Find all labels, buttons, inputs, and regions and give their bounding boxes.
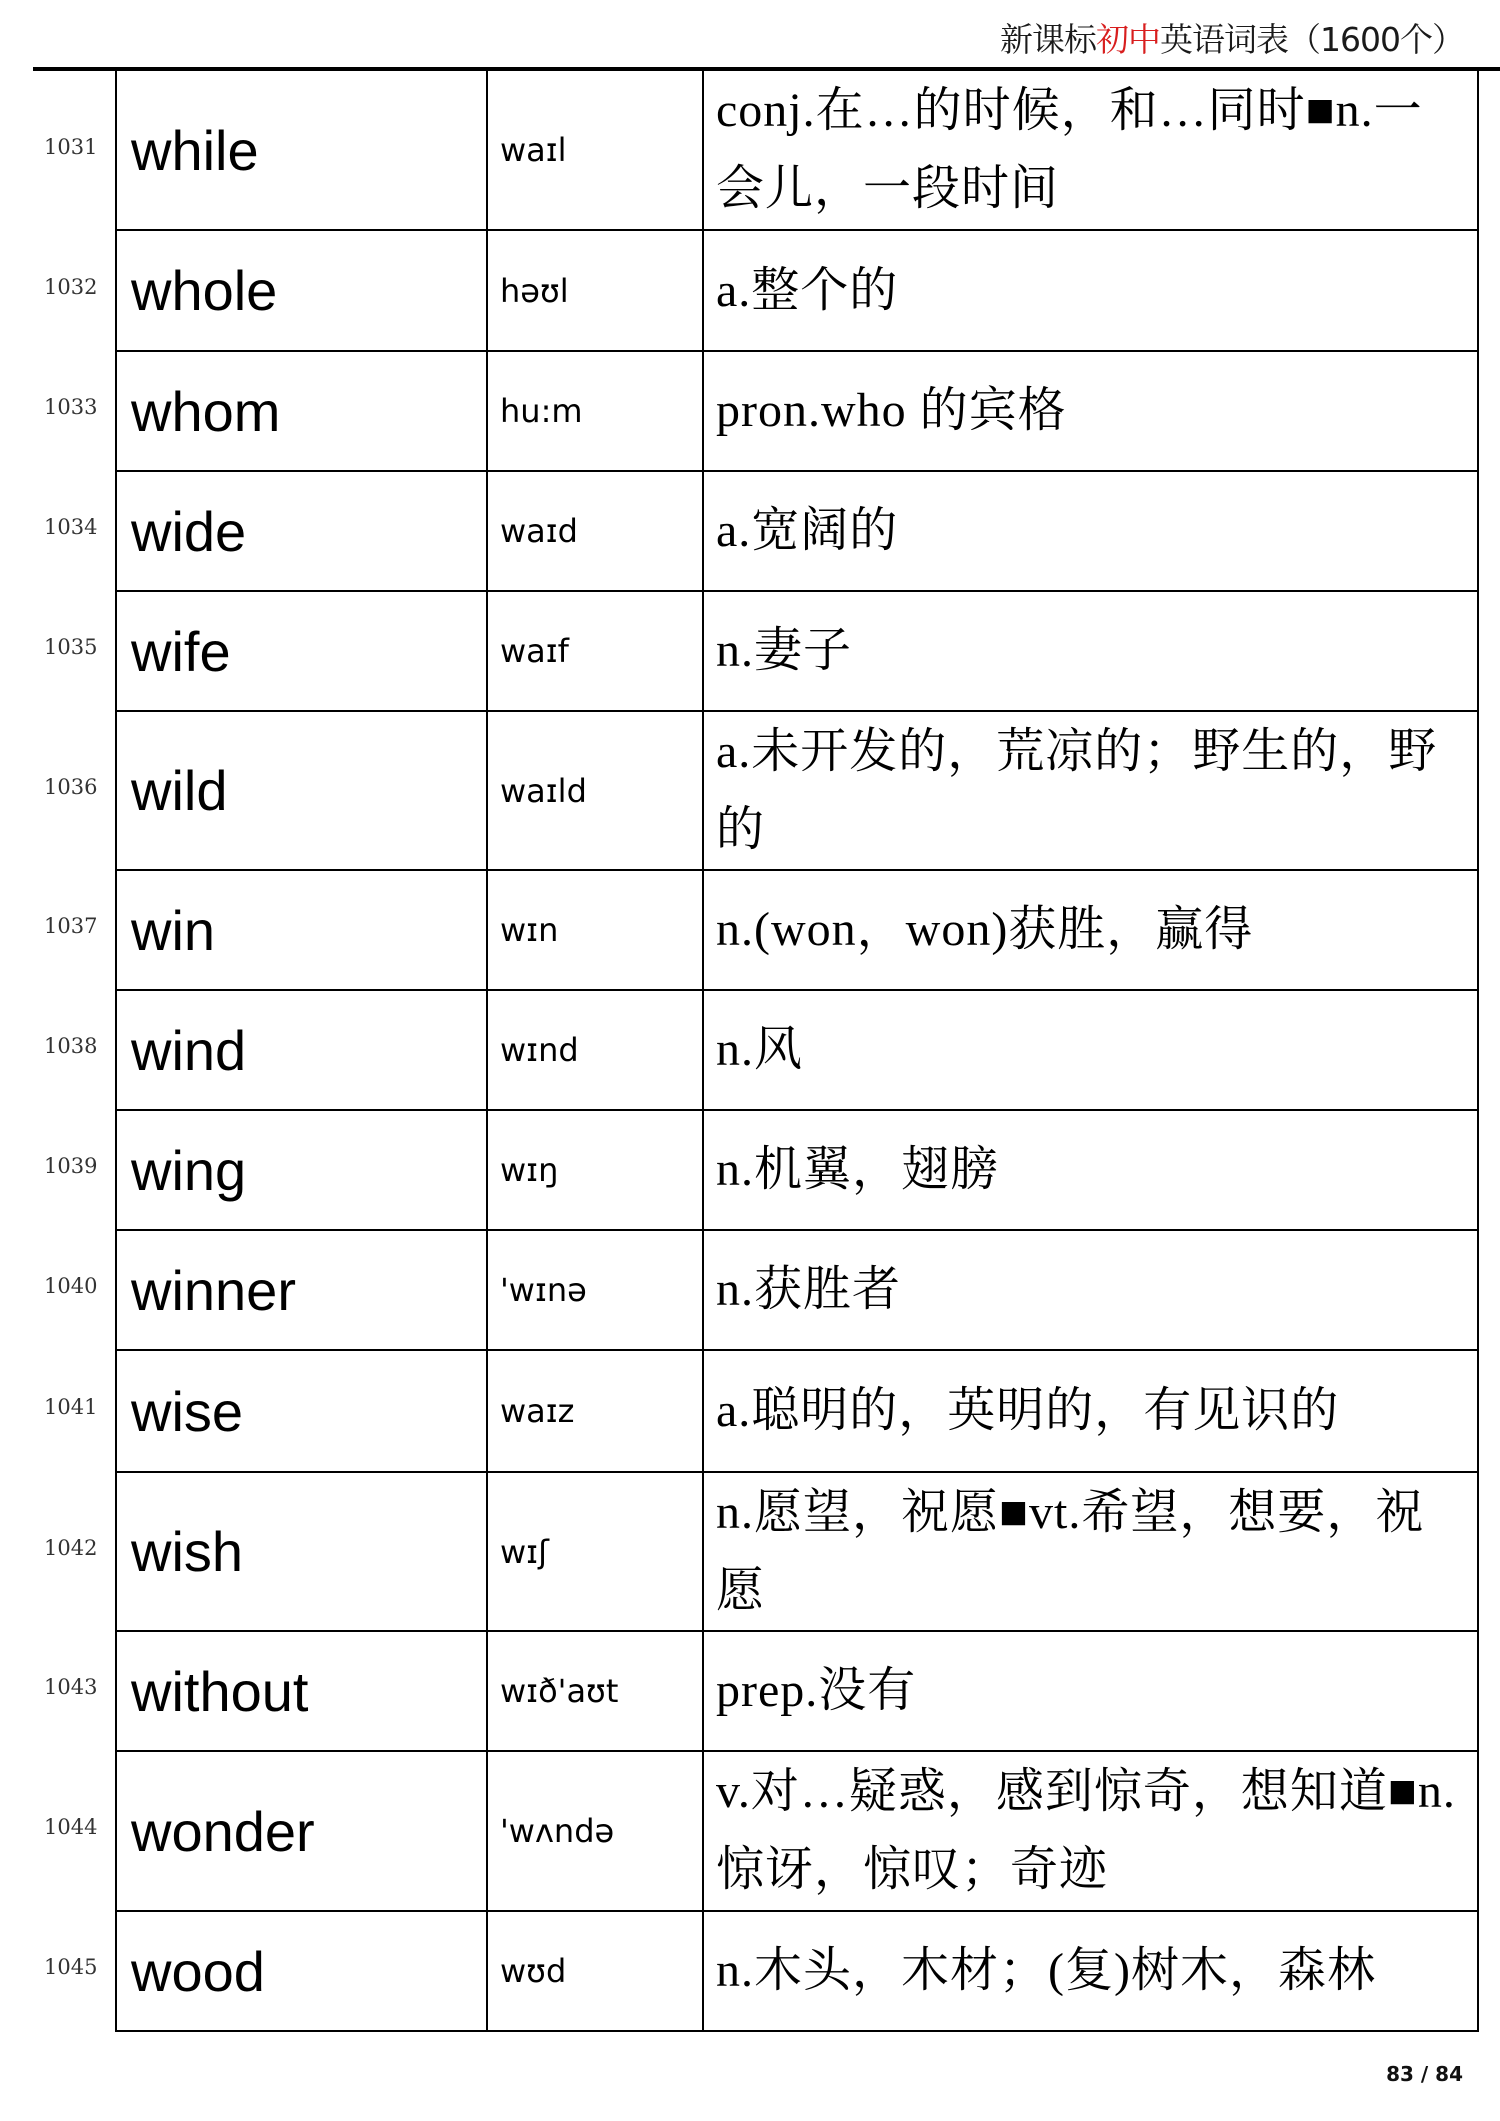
- definition-cell: n.机翼，翅膀: [703, 1110, 1478, 1230]
- definition-cell: n.获胜者: [703, 1230, 1478, 1350]
- phonetic-cell: həʊl: [487, 230, 703, 351]
- vocab-row: [116, 1110, 1478, 1230]
- entry-number: 1041: [44, 1395, 98, 1419]
- vocab-row: [116, 1751, 1478, 1911]
- definition-cell: v.对…疑惑，感到惊奇，想知道■n.惊讶，惊叹；奇迹: [703, 1751, 1478, 1911]
- definition-cell: n.妻子: [703, 591, 1478, 711]
- vocab-row: [116, 471, 1478, 591]
- entry-number: 1045: [44, 1955, 98, 1979]
- phonetic-cell: waɪl: [487, 71, 703, 230]
- word-cell: whole: [116, 230, 487, 351]
- vocab-row: [116, 1350, 1478, 1472]
- title-suffix: 英语词表（1600个）: [1160, 20, 1464, 59]
- word-cell: wide: [116, 471, 487, 591]
- definition-cell: a.宽阔的: [703, 471, 1478, 591]
- vocab-row: [116, 591, 1478, 711]
- page-number: 83 / 84: [1386, 2062, 1463, 2086]
- page-header-title: [1000, 14, 1464, 61]
- phonetic-cell: 'wʌndə: [487, 1751, 703, 1911]
- word-cell: while: [116, 71, 487, 230]
- entry-number: 1043: [44, 1675, 98, 1699]
- word-cell: without: [116, 1631, 487, 1751]
- entry-number: 1039: [44, 1154, 98, 1178]
- phonetic-cell: wɪð'aʊt: [487, 1631, 703, 1751]
- definition-cell: n.(won，won)获胜，赢得: [703, 870, 1478, 990]
- entry-number: 1031: [44, 134, 98, 159]
- definition-cell: prep.没有: [703, 1631, 1478, 1751]
- vocab-row: [116, 990, 1478, 1110]
- word-cell: wild: [116, 711, 487, 870]
- phonetic-cell: 'wɪnə: [487, 1230, 703, 1350]
- word-cell: wife: [116, 591, 487, 711]
- entry-number: 1037: [44, 914, 98, 938]
- word-cell: wonder: [116, 1751, 487, 1911]
- definition-cell: conj.在…的时候，和…同时■n.一会儿，一段时间: [703, 71, 1478, 230]
- vocab-row: [116, 351, 1478, 471]
- vocab-row: [116, 711, 1478, 870]
- word-cell: wish: [116, 1472, 487, 1631]
- entry-number: 1034: [44, 515, 98, 539]
- word-cell: wing: [116, 1110, 487, 1230]
- word-cell: wise: [116, 1350, 487, 1472]
- entry-number: 1044: [44, 1815, 98, 1839]
- definition-cell: pron.who 的宾格: [703, 351, 1478, 471]
- vocab-row: [116, 71, 1478, 230]
- phonetic-cell: wɪn: [487, 870, 703, 990]
- word-cell: wood: [116, 1911, 487, 2031]
- title-accent: 初中: [1096, 20, 1161, 59]
- definition-cell: n.愿望，祝愿■vt.希望，想要，祝愿: [703, 1472, 1478, 1631]
- entry-number: 1040: [44, 1274, 98, 1298]
- entry-number: 1033: [44, 395, 98, 419]
- entry-number: 1032: [44, 274, 98, 299]
- phonetic-cell: wɪʃ: [487, 1472, 703, 1631]
- title-prefix: 新课标: [1000, 20, 1097, 59]
- entry-number: 1038: [44, 1034, 98, 1058]
- vocab-row: [116, 230, 1478, 351]
- vocab-row: [116, 1911, 1478, 2031]
- vocabulary-table: [115, 71, 1479, 2032]
- vocab-row: [116, 1631, 1478, 1751]
- phonetic-cell: hu:m: [487, 351, 703, 471]
- definition-cell: a.整个的: [703, 230, 1478, 351]
- vocab-row: [116, 1230, 1478, 1350]
- phonetic-cell: waɪz: [487, 1350, 703, 1472]
- phonetic-cell: wɪŋ: [487, 1110, 703, 1230]
- word-cell: win: [116, 870, 487, 990]
- definition-cell: n.木头，木材；(复)树木，森林: [703, 1911, 1478, 2031]
- phonetic-cell: wɪnd: [487, 990, 703, 1110]
- phonetic-cell: waɪf: [487, 591, 703, 711]
- definition-cell: a.聪明的，英明的，有见识的: [703, 1350, 1478, 1472]
- definition-cell: n.风: [703, 990, 1478, 1110]
- definition-cell: a.未开发的，荒凉的；野生的，野的: [703, 711, 1478, 870]
- phonetic-cell: waɪd: [487, 471, 703, 591]
- entry-number: 1036: [44, 774, 98, 799]
- phonetic-cell: waɪld: [487, 711, 703, 870]
- vocab-row: [116, 1472, 1478, 1631]
- vocab-row: [116, 870, 1478, 990]
- entry-number: 1035: [44, 635, 98, 659]
- phonetic-cell: wʊd: [487, 1911, 703, 2031]
- entry-number: 1042: [44, 1535, 98, 1560]
- word-cell: winner: [116, 1230, 487, 1350]
- word-cell: whom: [116, 351, 487, 471]
- word-cell: wind: [116, 990, 487, 1110]
